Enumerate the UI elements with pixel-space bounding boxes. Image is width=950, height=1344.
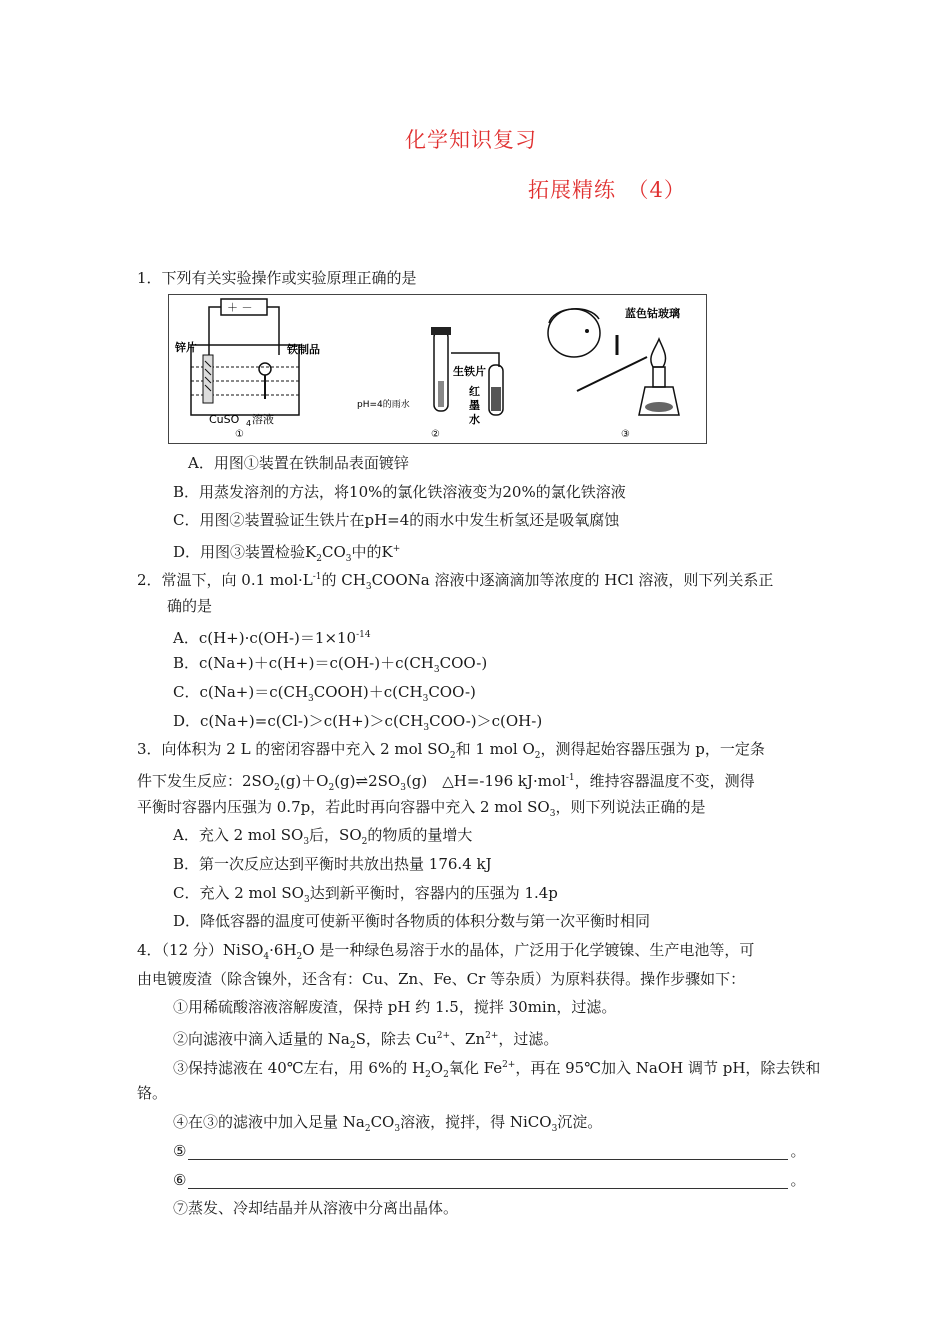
q4-step-6-blank[interactable]	[188, 1174, 788, 1189]
experiment-figure	[168, 294, 707, 444]
q3-option-d: D．降低容器的温度可使新平衡时各物质的体积分数与第一次平衡时相同	[173, 912, 651, 930]
figure-2-corrosion	[357, 327, 503, 440]
q4-step-5-blank[interactable]	[188, 1145, 788, 1160]
fig1-solution-subscript: 4	[246, 419, 252, 428]
figure-3-flame-test	[548, 306, 680, 440]
q3-stem-line1: 3．向体积为 2 L 的密闭容器中充入 2 mol $SO_2$和 1 mol $O_2$，测得起始容器压强为 p，一定条	[137, 740, 765, 761]
q4-step-7: ⑦蒸发、冷却结晶并从溶液中分离出晶体。	[173, 1199, 459, 1217]
fig3-number: ③	[621, 429, 630, 440]
fig2-water-label: 水	[469, 413, 480, 426]
fig2-number: ②	[431, 429, 440, 440]
q1-option-c: C．用图②装置验证生铁片在pH=4的雨水中发生析氢还是吸氧腐蚀	[173, 511, 620, 529]
q3-option-b: B．第一次反应达到平衡时共放出热量 176.4 kJ	[173, 855, 492, 873]
q4-step-2: ②向滤液中滴入适量的 $Na_2S$，除去 $Cu^{2+}$、$Zn^{2+}$，过滤。	[173, 1030, 559, 1051]
q2-stem-line1: 2．常温下，向 0.1 $mol\cdot L^{-1}$的 $CH_3COONa$ 溶液中逐滴滴加等浓度的 HCl 溶液，则下列关系正	[137, 571, 774, 592]
q1-option-d: D．用图③装置检验$K_2CO_3$中的K+	[173, 543, 401, 564]
q1-option-b: B．用蒸发溶剂的方法，将10%的氯化铁溶液变为20%的氯化铁溶液	[173, 483, 626, 501]
q1-stem: 1．下列有关实验操作或实验原理正确的是	[137, 269, 417, 287]
fig1-number: ①	[235, 429, 244, 440]
q4-stem-line2: 由电镀废渣（除含镍外，还含有：Cu、Zn、Fe、Cr 等杂质）为原料获得。操作步骤如下：	[137, 970, 746, 988]
page-subtitle: 拓展精练 （4）	[528, 178, 686, 202]
q2-option-d: D．$c(Na+)=c(Cl-)>c(H+)>c(CH_3COO-)>c(OH-)$	[173, 712, 543, 733]
q2-option-c: C．$c(Na+)=c(CH_3COOH)+c(CH_3COO-)$	[173, 683, 476, 704]
q1-option-a: A．用图①装置在铁制品表面镀锌	[188, 454, 409, 472]
q2-stem-line2: 确的是	[167, 597, 213, 615]
figure-1-electroplating	[174, 299, 320, 440]
fig1-power-label: ＋ －	[227, 301, 253, 314]
q4-step-3: ③保持滤液在 40℃左右，用 6%的 $H_2O_2$氧化 $Fe^{2+}$，再在 95℃加入 NaOH 调节 pH，除去铁和	[173, 1059, 821, 1080]
fig1-solution-formula: CuSO	[209, 413, 240, 426]
experiment-figure-svg	[169, 295, 706, 443]
q4-step-3-cont: 铬。	[137, 1084, 168, 1102]
q3-stem-line3: 平衡时容器内压强为 0.7p，若此时再向容器中充入 2 mol $SO_3$，则下列说法正确的是	[137, 798, 706, 819]
q2-option-b: B．$c(Na+)+c(H+)=c(OH-)+c(CH_3COO-)$	[173, 654, 488, 675]
fig3-glass-label: 蓝色钴玻璃	[625, 307, 680, 320]
q3-option-c: C．充入 2 mol $SO_3$达到新平衡时，容器内的压强为 1.4p	[173, 884, 558, 905]
q4-step-4: ④在③的滤液中加入足量 $Na_2CO_3$溶液，搅拌，得 NiCO$_3$沉淀。	[173, 1113, 603, 1134]
q4-stem-line1: 4．（12 分）$NiSO_4\cdot 6H_2O$ 是一种绿色易溶于水的晶体，广泛用于化学镀镍、生产电池等，可	[137, 941, 755, 962]
q4-step-1: ①用稀硫酸溶液溶解废渣，保持 pH 约 1.5，搅拌 30min，过滤。	[173, 998, 617, 1016]
q3-option-a: A．充入 2 mol $SO_3$后，$SO_2$的物质的量增大	[173, 826, 473, 847]
fig2-ink-label: 墨	[469, 399, 480, 412]
fig2-iron-label: 生铁片	[453, 365, 486, 378]
q4-step-5: ⑤ 。	[173, 1142, 806, 1160]
q4-step-6: ⑥ 。	[173, 1171, 806, 1189]
fig1-iron-label: 铁制品	[287, 343, 320, 356]
q2-option-a: A．$c(H+)\cdot c(OH-)=1\times 10^{-14}$	[173, 629, 371, 647]
fig2-red-label: 红	[469, 385, 480, 398]
q3-stem-line2: 件下发生反应：$2SO_2(g)+O_2(g)\rightleftharpoons 2SO_3(g)$ △H=-196 kJ·mol$^{-1}$，维持容器温度不变，测得	[137, 772, 755, 793]
fig2-rain-label: pH=4的雨水	[357, 400, 410, 410]
page-title: 化学知识复习	[405, 128, 537, 152]
fig1-solution-label: 溶液	[252, 413, 274, 426]
fig1-zinc-label: 锌片	[175, 341, 197, 354]
